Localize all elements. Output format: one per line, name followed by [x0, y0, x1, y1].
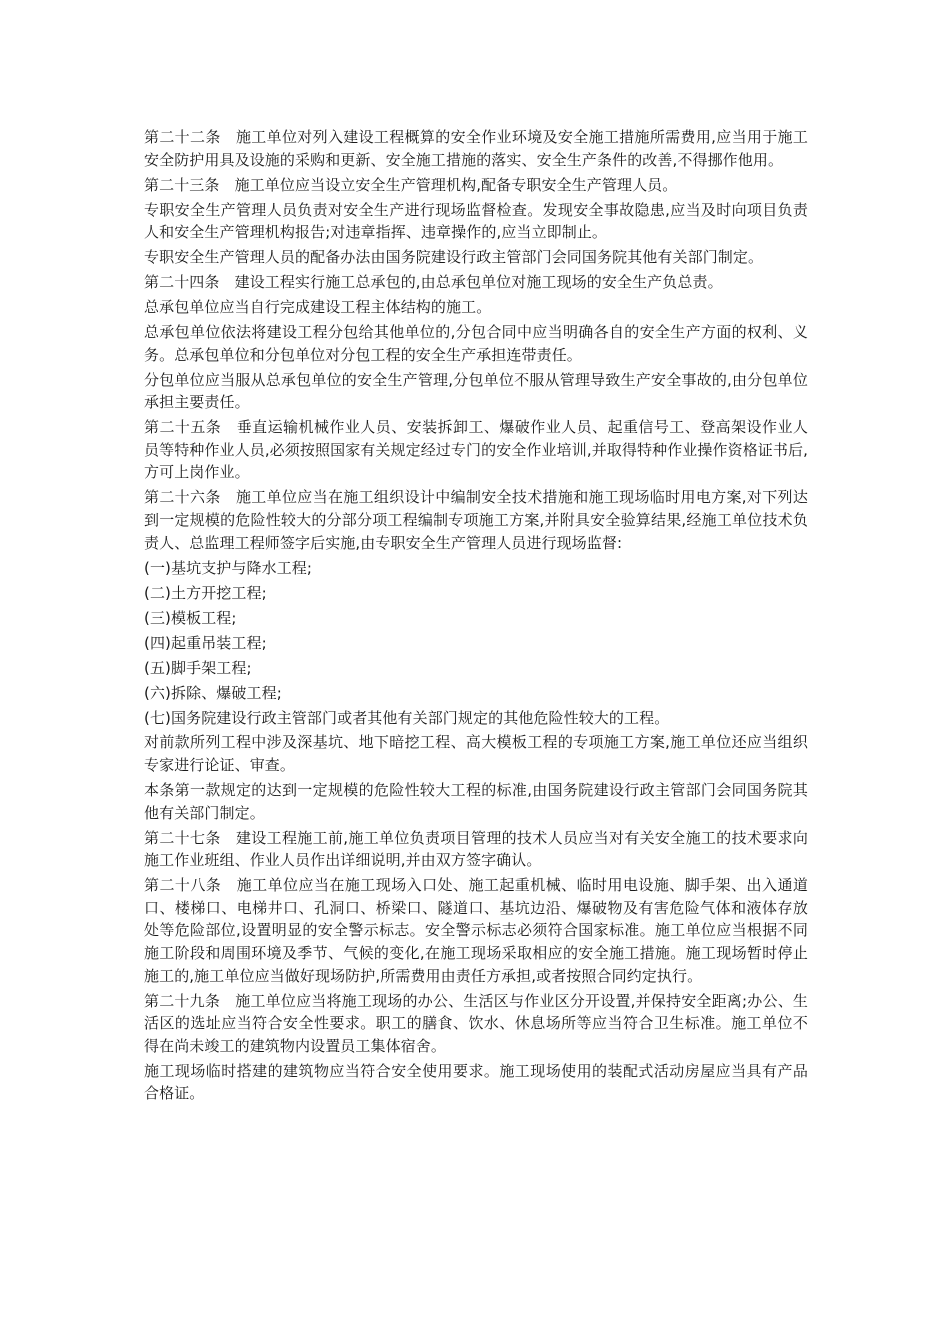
paragraph: 总承包单位应当自行完成建设工程主体结构的施工。 [144, 298, 492, 317]
paragraph: 对前款所列工程中涉及深基坑、地下暗挖工程、高大模板工程的专项施工方案,施工单位还应当组织专家进行论证、审查。 [144, 733, 808, 775]
article-28: 第二十八条 施工单位应当在施工现场入口处、施工起重机械、临时用电设施、脚手架、出入通道口、楼梯口、电梯井口、孔洞口、桥梁口、隧道口、基坑边沿、爆破物及有害危险气体和液体存放处等危险部位,设置明显的安全警示标志。安全警示标志必须符合国家标准。施工单位应当根据不同施工阶段和周围环境及季节、气候的变化,在施工现场采取相应的安全施工措施。施工现场暂时停止施工的,施工单位应当做好现场防护,所需费用由责任方承担,或者按照合同约定执行。 [144, 876, 808, 985]
list-item: (一)基坑支护与降水工程; [144, 558, 313, 577]
article-23: 第二十三条 施工单位应当设立安全生产管理机构,配备专职安全生产管理人员。 [144, 175, 678, 194]
document-body [144, 126, 808, 1107]
paragraph: 本条第一款规定的达到一定规模的危险性较大工程的标准,由国务院建设行政主管部门会同国务院其他有关部门制定。 [144, 781, 808, 822]
article-29: 第二十九条 施工单位应当将施工现场的办公、生活区与作业区分开设置,并保持安全距离;办公、生活区的选址应当符合安全性要求。职工的膳食、饮水、休息场所等应当符合卫生标准。施工单位不得在尚未竣工的建筑物内设置员工集体宿舍。 [144, 991, 808, 1055]
list-item: (三)模板工程; [144, 608, 237, 627]
article-24: 第二十四条 建设工程实行施工总承包的,由总承包单位对施工现场的安全生产负总责。 [144, 273, 723, 292]
article-25: 第二十五条 垂直运输机械作业人员、安装拆卸工、爆破作业人员、起重信号工、登高架设作业人员等特种作业人员,必须按照国家有关规定经过专门的安全作业培训,并取得特种作业操作资格证书后,方可上岗作业。 [144, 418, 808, 482]
article-27: 第二十七条 建设工程施工前,施工单位负责项目管理的技术人员应当对有关安全施工的技术要求向施工作业班组、作业人员作出详细说明,并由双方签字确认。 [144, 828, 808, 870]
article-26: 第二十六条 施工单位应当在施工组织设计中编制安全技术措施和施工现场临时用电方案,对下列达到一定规模的危险性较大的分部分项工程编制专项施工方案,并附具安全验算结果,经施工单位技术负责人、总监理工程师签字后实施,由专职安全生产管理人员进行现场监督: [144, 488, 808, 552]
article-22: 第二十二条 施工单位对列入建设工程概算的安全作业环境及安全施工措施所需费用,应当用于施工安全防护用具及设施的采购和更新、安全施工措施的落实、安全生产条件的改善,不得挪作他用。 [144, 128, 808, 169]
paragraph: 分包单位应当服从总承包单位的安全生产管理,分包单位不服从管理导致生产安全事故的,由分包单位承担主要责任。 [144, 370, 808, 412]
list-item: (七)国务院建设行政主管部门或者其他有关部门规定的其他危险性较大的工程。 [144, 708, 670, 727]
list-item: (二)土方开挖工程; [144, 583, 267, 602]
list-item: (五)脚手架工程; [144, 658, 252, 677]
paragraph: 施工现场临时搭建的建筑物应当符合安全使用要求。施工现场使用的装配式活动房屋应当具有产品合格证。 [144, 1061, 808, 1103]
list-item: (六)拆除、爆破工程; [144, 683, 282, 702]
list-item: (四)起重吊装工程; [144, 633, 267, 652]
paragraph: 总承包单位依法将建设工程分包给其他单位的,分包合同中应当明确各自的安全生产方面的权利、义务。总承包单位和分包单位对分包工程的安全生产承担连带责任。 [144, 323, 808, 364]
paragraph: 专职安全生产管理人员负责对安全生产进行现场监督检查。发现安全事故隐患,应当及时向项目负责人和安全生产管理机构报告;对违章指挥、违章操作的,应当立即制止。 [144, 200, 808, 242]
paragraph: 专职安全生产管理人员的配备办法由国务院建设行政主管部门会同国务院其他有关部门制定。 [144, 248, 764, 267]
